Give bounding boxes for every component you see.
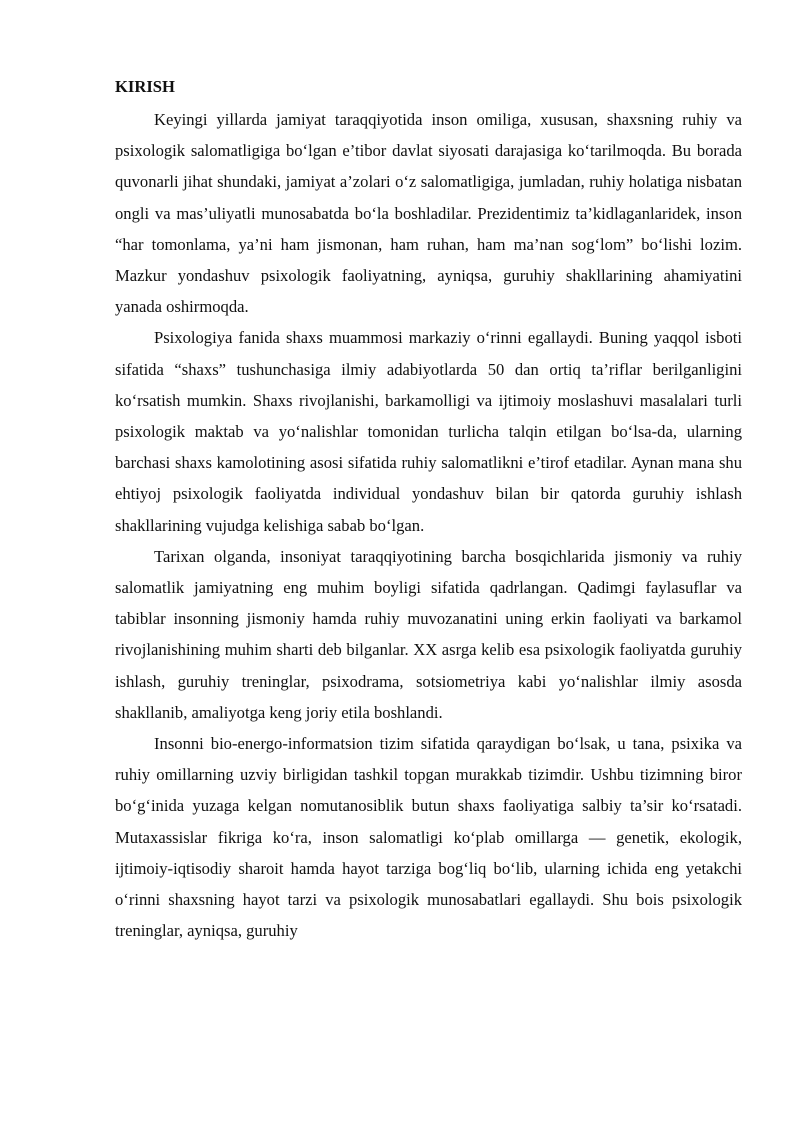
paragraph-4: Insonni bio-energo-informatsion tizim sifatida qaraydigan bo‘lsak, u tana, psixika va ruhiy omillarning uzviy birligidan tashkil topgan murakkab tizimdir. Ushbu tizimning biror bo‘g‘inida yuzaga kelgan nomutanosiblik butun shaxs faoliyatiga salbiy ta’sir ko‘rsatadi. Mutaxassislar fikriga ko‘ra, inson salomatligi ko‘plab omillarga — genetik, ekologik, ijtimoiy-iqtisodiy sharoit hamda hayot tarziga bog‘liq bo‘lib, ularning ichida eng yetakchi o‘rinni shaxsning hayot tarzi va psixologik munosabatlari egallaydi. Shu bois psixologik treninglar, ayniqsa, guruhiy [115,734,742,941]
paragraph-1: Keyingi yillarda jamiyat taraqqiyotida inson omiliga, xususan, shaxsning ruhiy va psixologik salomatligiga bo‘lgan e’tibor davlat siyosati darajasiga ko‘tarilmoqda. Bu borada quvonarli jihat shundaki, jamiyat a’zolari o‘z salomatligiga, jumladan, ruhiy holatiga nisbatan ongli va mas’uliyatli munosabatda bo‘la boshladilar. Prezidentimiz ta’kidlaganlaridek, inson “har tomonlama, ya’ni ham jismonan, ham ruhan, ham ma’nan sog‘lom” bo‘lishi lozim. Mazkur yondashuv psixologik faoliyatning, ayniqsa, guruhiy shakllarining ahamiyatini yanada oshirmoqda. [115,110,742,317]
section-heading: KIRISH [115,77,175,96]
paragraph-2: Psixologiya fanida shaxs muammosi markaziy o‘rinni egallaydi. Buning yaqqol isboti sifatida “shaxs” tushunchasiga ilmiy adabiyotlarda 50 dan ortiq ta’riflar berilganligini ko‘rsatish mumkin. Shaxs rivojlanishi, barkamolligi va ijtimoiy moslashuvi masalalari turli psixologik maktab va yo‘nalishlar tomonidan turlicha talqin etilgan bo‘lsa-da, ularning barchasi shaxs kamolotining asosi sifatida ruhiy salomatlikni e’tirof etadilar. Aynan mana shu ehtiyoj psixologik faoliyatda individual yondashuv bilan bir qatorda guruhiy ishlash shakllarining vujudga kelishiga sabab bo‘lgan. [115,328,742,535]
paragraph-3: Tarixan olganda, insoniyat taraqqiyotining barcha bosqichlarida jismoniy va ruhiy salomatlik jamiyatning eng muhim boyligi sifatida qadrlangan. Qadimgi faylasuflar va tabiblar insonning jismoniy hamda ruhiy muvozanatini uning erkin faoliyati va barkamol rivojlanishining muhim sharti deb bilganlar. XX asrga kelib esa psixologik faoliyatda guruhiy ishlash, guruhiy treninglar, psixodrama, sotsiometriya kabi yo‘nalishlar ilmiy asosda shakllanib, amaliyotga keng joriy etila boshlandi. [115,546,742,722]
document-page [115,70,742,946]
